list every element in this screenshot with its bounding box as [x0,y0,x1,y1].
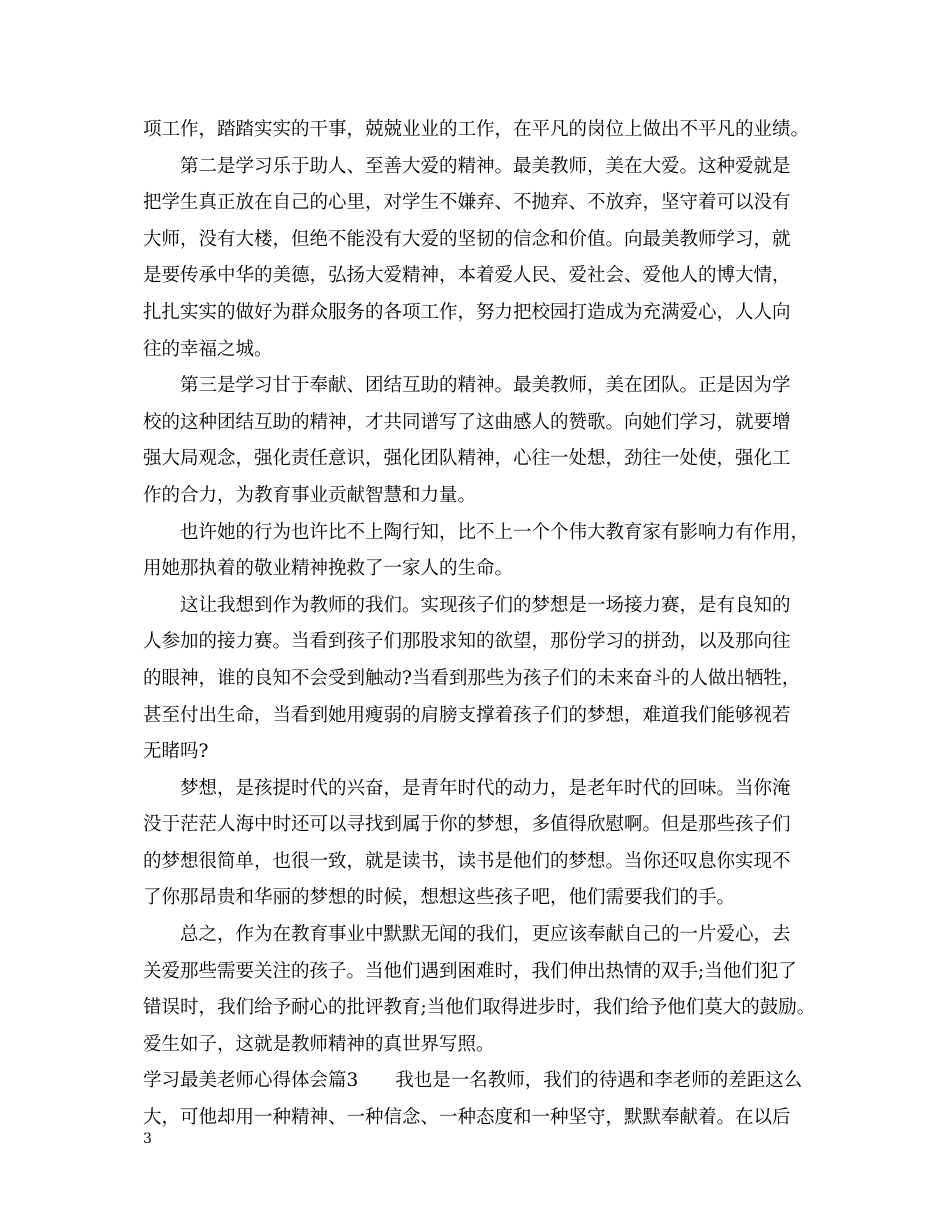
text-line: 关爱那些需要关注的孩子。当他们遇到困难时，我们伸出热情的双手;当他们犯了 [143,960,797,982]
text-line: 这让我想到作为教师的我们。实现孩子们的梦想是一场接力赛，是有良知的 [180,594,791,616]
text-line: 项工作，踏踏实实的干事，兢兢业业的工作，在平凡的岗位上做出不平凡的业绩。 [143,119,810,140]
text-line: 人参加的接力赛。当看到孩子们那股求知的欲望，那份学习的拼劲，以及那向往 [143,631,791,653]
body-text [143,112,823,1137]
text-line: 强大局观念，强化责任意识，强化团队精神，心往一处想，劲往一处使，强化工 [143,448,791,470]
section-heading-line: 学习最美老师心得体会篇3 我也是一名教师，我们的待遇和李老师的差距这么 [143,1070,803,1092]
text-line: 把学生真正放在自己的心里，对学生不嫌弃、不抛弃、不放弃，坚守着可以没有 [143,192,791,214]
text-line: 校的这种团结互助的精神，才共同谱写了这曲感人的赞歌。向她们学习，就要增 [143,411,791,433]
text-line: 用她那执着的敬业精神挽救了一家人的生命。 [143,558,514,580]
text-line: 爱生如子，这就是教师精神的真世界写照。 [143,1033,495,1055]
text-line: 扎扎实实的做好为群众服务的各项工作，努力把校园打造成为充满爱心，人人向 [143,301,791,323]
text-line: 无睹吗? [143,741,209,763]
text-line: 总之，作为在教育事业中默默无闻的我们，更应该奉献自己的一片爱心，去 [180,924,791,946]
text-line: 错误时，我们给予耐心的批评教育;当他们取得进步时，我们给予他们莫大的鼓励。 [143,997,816,1019]
text-line: 没于茫茫人海中时还可以寻找到属于你的梦想，多值得欣慰啊。但是那些孩子们 [143,814,791,836]
text-line: 大，可他却用一种精神、一种信念、一种态度和一种坚守，默默奉献着。在以后 [143,1107,791,1129]
text-line: 是要传承中华的美德，弘扬大爱精神，本着爱人民、爱社会、爱他人的博大情， [143,265,791,287]
page-number: 3 [143,1131,152,1147]
text-line: 第三是学习甘于奉献、团结互助的精神。最美教师，美在团队。正是因为学 [180,375,791,397]
text-line: 往的幸福之城。 [143,338,273,360]
text-line: 的梦想很简单，也很一致，就是读书，读书是他们的梦想。当你还叹息你实现不 [143,850,791,872]
text-line: 梦想，是孩提时代的兴奋，是青年时代的动力，是老年时代的回味。当你淹 [180,777,791,799]
text-line: 作的合力，为教育事业贡献智慧和力量。 [143,484,477,506]
text-line: 第二是学习乐于助人、至善大爱的精神。最美教师，美在大爱。这种爱就是 [180,155,791,177]
text-line: 也许她的行为也许比不上陶行知，比不上一个个伟大教育家有影响力有作用， [180,521,810,543]
text-line: 大师，没有大楼，但绝不能没有大爱的坚韧的信念和价值。向最美教师学习，就 [143,228,791,250]
text-line: 了你那昂贵和华丽的梦想的时候，想想这些孩子吧，他们需要我们的手。 [143,887,736,909]
text-line: 的眼神，谁的良知不会受到触动?当看到那些为孩子们的未来奋斗的人做出牺牲， [143,667,801,689]
text-line: 甚至付出生命，当看到她用瘦弱的肩膀支撑着孩子们的梦想，难道我们能够视若 [143,704,791,726]
